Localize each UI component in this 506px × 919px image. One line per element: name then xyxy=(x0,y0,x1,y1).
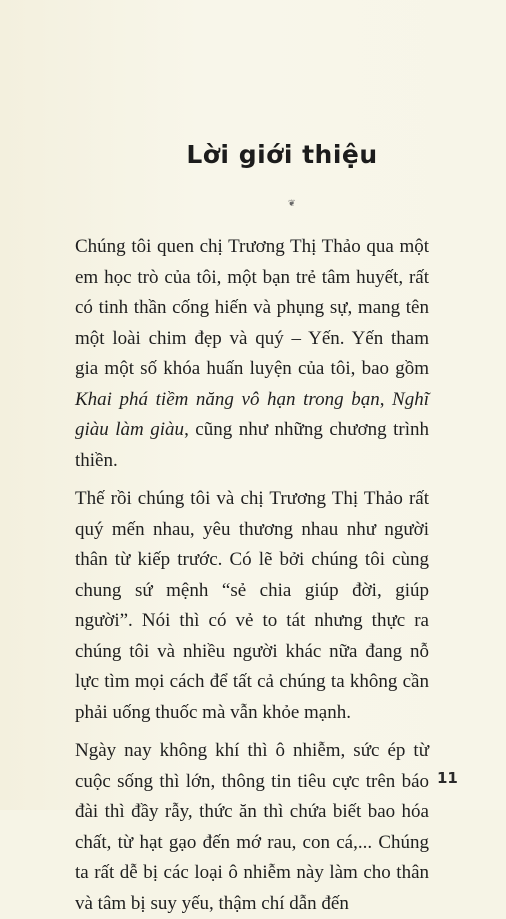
paragraph-1 xyxy=(75,232,429,476)
page-number: 11 xyxy=(437,769,458,787)
ornament-icon: ❦ xyxy=(288,198,296,208)
book-title-1: Khai phá tiềm năng vô hạn trong bạn xyxy=(75,388,380,410)
paragraph-1-separator: , xyxy=(379,388,393,410)
chapter-title: Lời giới thiệu xyxy=(186,140,378,169)
paragraph-3: Ngày nay không khí thì ô nhiễm, sức ép từ cuộc sống thì lớn, thông tin tiêu cực trên báo đài thì đầy rẫy, thức ăn thì chứa biết bao hóa chất, từ hạt gạo đến mớ rau, con cá,... Chúng ta rất dễ bị các loại ô nhiễm này làm cho thân và tâm bị suy yếu, thậm chí dẫn đến xyxy=(75,740,429,914)
paragraph-2: Thế rồi chúng tôi và chị Trương Thị Thảo rất quý mến nhau, yêu thương nhau như người thân từ kiếp trước. Có lẽ bởi chúng tôi cùng chung sứ mệnh “sẻ chia giúp đời, giúp người”. Nói thì có vẻ to tát nhưng thực ra chúng tôi và nhiều người khác nữa đang nỗ lực tìm mọi cách để tất cả chúng ta không cần phải uống thuốc mà vẫn khỏe mạnh. xyxy=(75,488,429,723)
paragraph-1-end: , cũng như những chương trình thiền. xyxy=(75,419,429,471)
body-text xyxy=(75,232,429,919)
paragraph-1-text: Chúng tôi quen chị Trương Thị Thảo qua một em học trò của tôi, một bạn trẻ tâm huyết, rất có tinh thần cống hiến và phụng sự, mang tên một loài chim đẹp và quý – Yến. Yến tham gia một số khóa huấn luyện của tôi, bao gồm xyxy=(75,236,429,379)
book-title-2: Nghĩ giàu làm giàu xyxy=(75,388,429,440)
